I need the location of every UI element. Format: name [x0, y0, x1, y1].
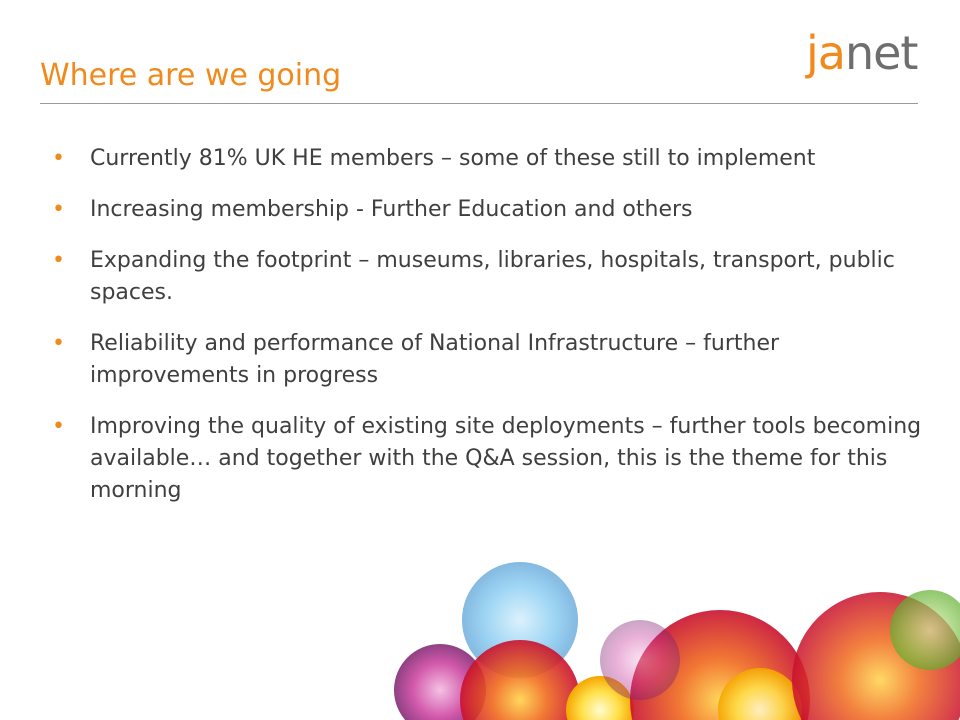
- bullet-text: Expanding the footprint – museums, libraries, hospitals, transport, public spaces.: [90, 248, 895, 305]
- title-divider: [40, 103, 918, 104]
- bullet-dot: •: [52, 146, 65, 171]
- bullet-dot: •: [52, 248, 65, 273]
- decorative-swirl-graphic: [0, 560, 960, 720]
- bullet-item: [52, 411, 932, 507]
- janet-logo: [806, 26, 918, 80]
- bullet-item: [52, 245, 932, 309]
- bullet-item: [52, 328, 932, 392]
- bullet-text: Currently 81% UK HE members – some of these still to implement: [90, 146, 816, 171]
- bullet-text: Improving the quality of existing site deployments – further tools becoming available… and together with the Q&A session, this is the theme for this morning: [90, 414, 922, 503]
- slide-title: Where are we going: [40, 58, 342, 93]
- bullet-dot: •: [52, 414, 65, 439]
- bullet-text: Increasing membership - Further Education and others: [90, 197, 693, 222]
- bullet-item: [52, 194, 932, 226]
- bullet-text: Reliability and performance of National Infrastructure – further improvements in progress: [90, 331, 780, 388]
- bullet-dot: •: [52, 197, 65, 222]
- logo-part-ja: ja: [806, 26, 845, 80]
- bullet-item: [52, 143, 932, 175]
- logo-part-net: net: [844, 26, 918, 80]
- bullet-list: [52, 143, 932, 526]
- bullet-dot: •: [52, 331, 65, 356]
